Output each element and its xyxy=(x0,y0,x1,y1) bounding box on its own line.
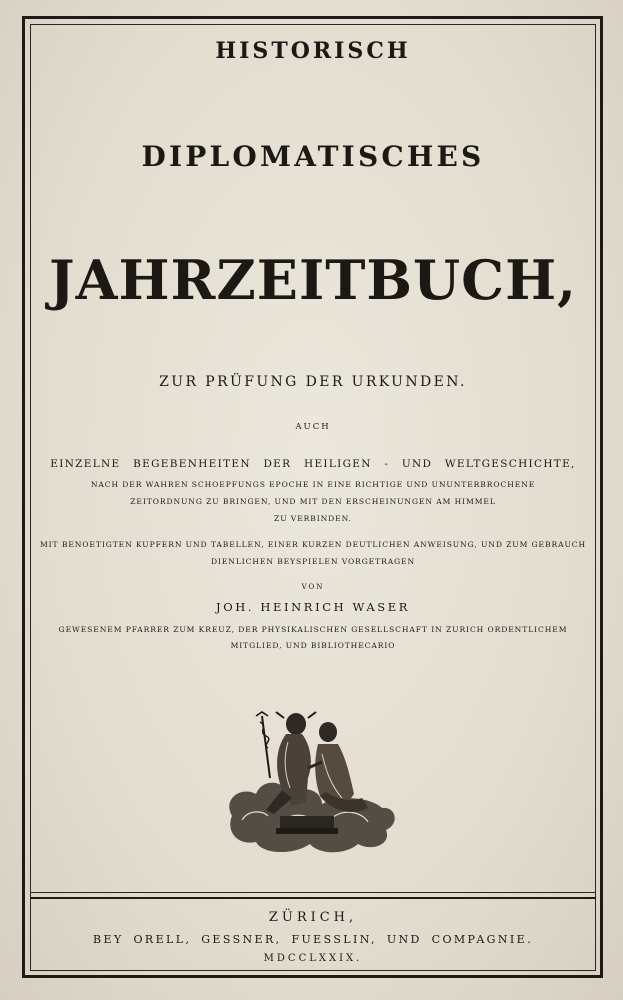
auch-connector: AUCH xyxy=(295,422,331,432)
author-name: JOH. HEINRICH WASER xyxy=(216,600,410,614)
imprint-divider-thin xyxy=(30,892,596,893)
supplement-line-1: MIT BENOETIGTEN KUPFERN UND TABELLEN, EINER KURZEN DEUTLICHEN ANWEISUNG, UND ZUM GEBRAUCH xyxy=(39,540,587,549)
imprint-printer: BEY ORELL, GESSNER, FUESSLIN, UND COMPAGNIE. xyxy=(93,933,533,946)
author-title-line-2: MITGLIED, UND BIBLIOTHECARIO xyxy=(230,641,396,650)
description-line-3: ZEITORDNUNG ZU BRINGEN, UND MIT DEN ERSCHEINUNGEN AM HIMMEL xyxy=(130,497,496,506)
supplement-line-2: DIENLICHEN BEYSPIELEN VORGETRAGEN xyxy=(210,557,416,566)
mercury-and-muse-engraving-icon xyxy=(222,698,398,858)
description-line-4: ZU VERBINDEN. xyxy=(274,514,352,523)
title-line-2: DIPLOMATISCHES xyxy=(141,140,485,173)
author-title-line-1: GEWESENEM PFARRER ZUM KREUZ, DER PHYSIKALISCHEN GESELLSCHAFT IN ZURICH ORDENTLICHEM xyxy=(58,625,568,634)
subtitle: ZUR PRÜFUNG DER URKUNDEN. xyxy=(159,374,467,390)
description-line-2: NACH DER WAHREN SCHOEPFUNGS EPOCHE IN EINE RICHTIGE UND UNUNTERBROCHENE xyxy=(90,480,536,489)
title-line-3: JAHRZEITBUCH, xyxy=(49,248,577,312)
imprint-place: ZÜRICH, xyxy=(268,910,358,925)
imprint-divider-thick xyxy=(30,897,596,899)
description-line-1: EINZELNE BEGEBENHEITEN DER HEILIGEN - UND WELTGESCHICHTE, xyxy=(50,458,576,470)
imprint-year: MDCCLXXIX. xyxy=(263,953,363,964)
von-connector: VON xyxy=(301,583,325,591)
title-line-1: HISTORISCH xyxy=(215,38,411,64)
